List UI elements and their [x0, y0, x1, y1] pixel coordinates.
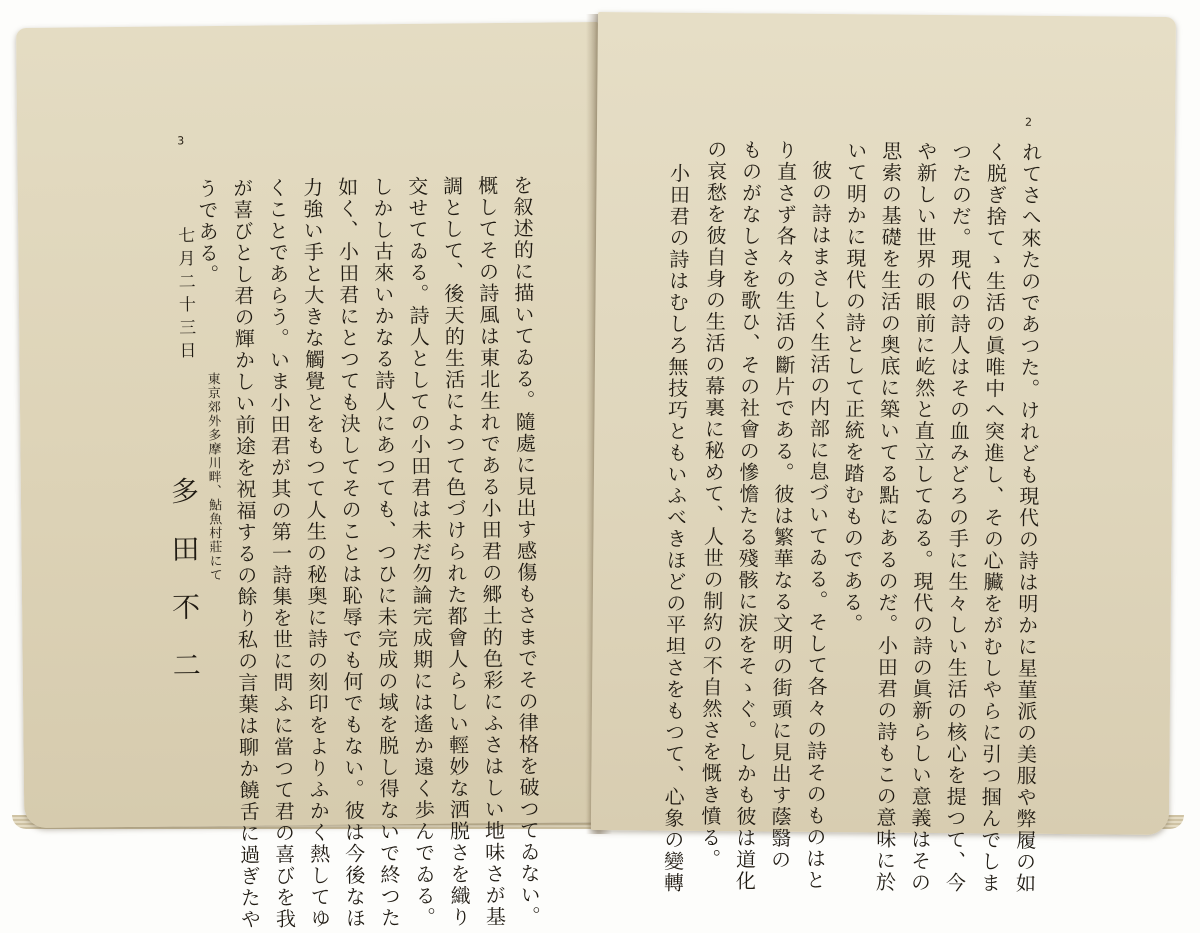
- signature-place: 東京郊外多摩川畔、鮎魚村莊にて: [204, 371, 222, 583]
- author-name: 多田不二: [166, 476, 203, 709]
- left-text-line-5: しかし古來いかなる詩人にあつても、つひに未完成の域を脱し得ないで終つた: [369, 176, 402, 929]
- left-page-number: 3: [177, 134, 185, 148]
- right-text-line-7: 彼の詩はまさしく生活の内部に息づいてゐる。そして各々の詩そのものはと: [802, 159, 833, 892]
- right-text-line-9: ものがなしさを歌ひ、その社會の慘憺たる殘骸に涙をそゝぐ。しかも彼は道化: [732, 139, 763, 892]
- left-text-line-7: 力強い手と大きな觸覺とをもつて人生の秘奥に詩の刻印をよりふかく熱してゆ: [299, 176, 332, 930]
- left-text-line-1: を叙述的に描いてゐる。隨處に見出す感傷もさまでその律格を破つてゐない。: [509, 174, 542, 928]
- right-page: [591, 12, 1176, 895]
- right-text-line-5: 思索の基礎を生活の奥底に築いてる點にあるのだ。小田君の詩もこの意味に於: [872, 140, 903, 894]
- left-text-line-2: 概してその詩風は東北生れである小田君の郷土的色彩にふさはしい地味さが基: [474, 175, 507, 928]
- left-page: [16, 22, 606, 931]
- right-text-line-2: く脱ぎ捨てゝ生活の眞唯中へ突進し、その心臟をがむしやらに引つ掴んでしま: [977, 141, 1008, 895]
- left-text-line-8: くことであらう。いま小田君が其の第一詩集を世に問ふに當つて君の喜びを我: [264, 177, 297, 930]
- right-text-line-1: れてさへ來たのであつた。けれども現代の詩は明かに星菫派の美服や弊履の如: [1012, 141, 1043, 895]
- left-text-line-4: 交せてゐる。詩人としての小田君は未だ勿論完成期には遙か遠く歩んでゐる。: [404, 175, 437, 929]
- signature-date: 七月二十三日: [174, 226, 196, 365]
- right-text-line-12: 小田君の詩はむしろ無技巧ともいふべきほどの平坦さをもつて、心象の變轉: [660, 162, 691, 894]
- right-text-line-6: いて明かに現代の詩として正統を踏むものである。: [839, 140, 868, 635]
- left-text-line-3: 調として、後天的生活によつて色づけられた都會人らしい輕妙な洒脱さを織り: [439, 175, 472, 929]
- right-text-line-4: や新しい世界の眼前に屹然と直立してゐる。現代の詩の眞新らしい意義はその: [907, 140, 938, 894]
- right-text-line-10: の哀愁を彼自身の生活の幕裏に秘めて、人世の制約の不自然さを慨き憤る。: [697, 138, 728, 871]
- left-text-line-6: 如く、小田君にとつても決してそのことは恥辱でも何でもない。彼は今後なほ: [334, 176, 367, 930]
- right-page-number: 2: [1024, 115, 1033, 129]
- right-text-line-8: り直さず各々の生活の斷片である。彼は繁華なる文明の街頭に見出す蔭翳の: [767, 139, 798, 871]
- right-text-line-3: つたのだ。現代の詩人はその血みどろの手に生々しい生活の核心を提つて、今: [942, 141, 973, 894]
- left-text-line-9: が喜びとし君の輝かしい前途を祝福するの餘り私の言葉は聊か饒舌に過ぎたや: [229, 177, 262, 931]
- left-text-line-10: うである。: [194, 177, 220, 286]
